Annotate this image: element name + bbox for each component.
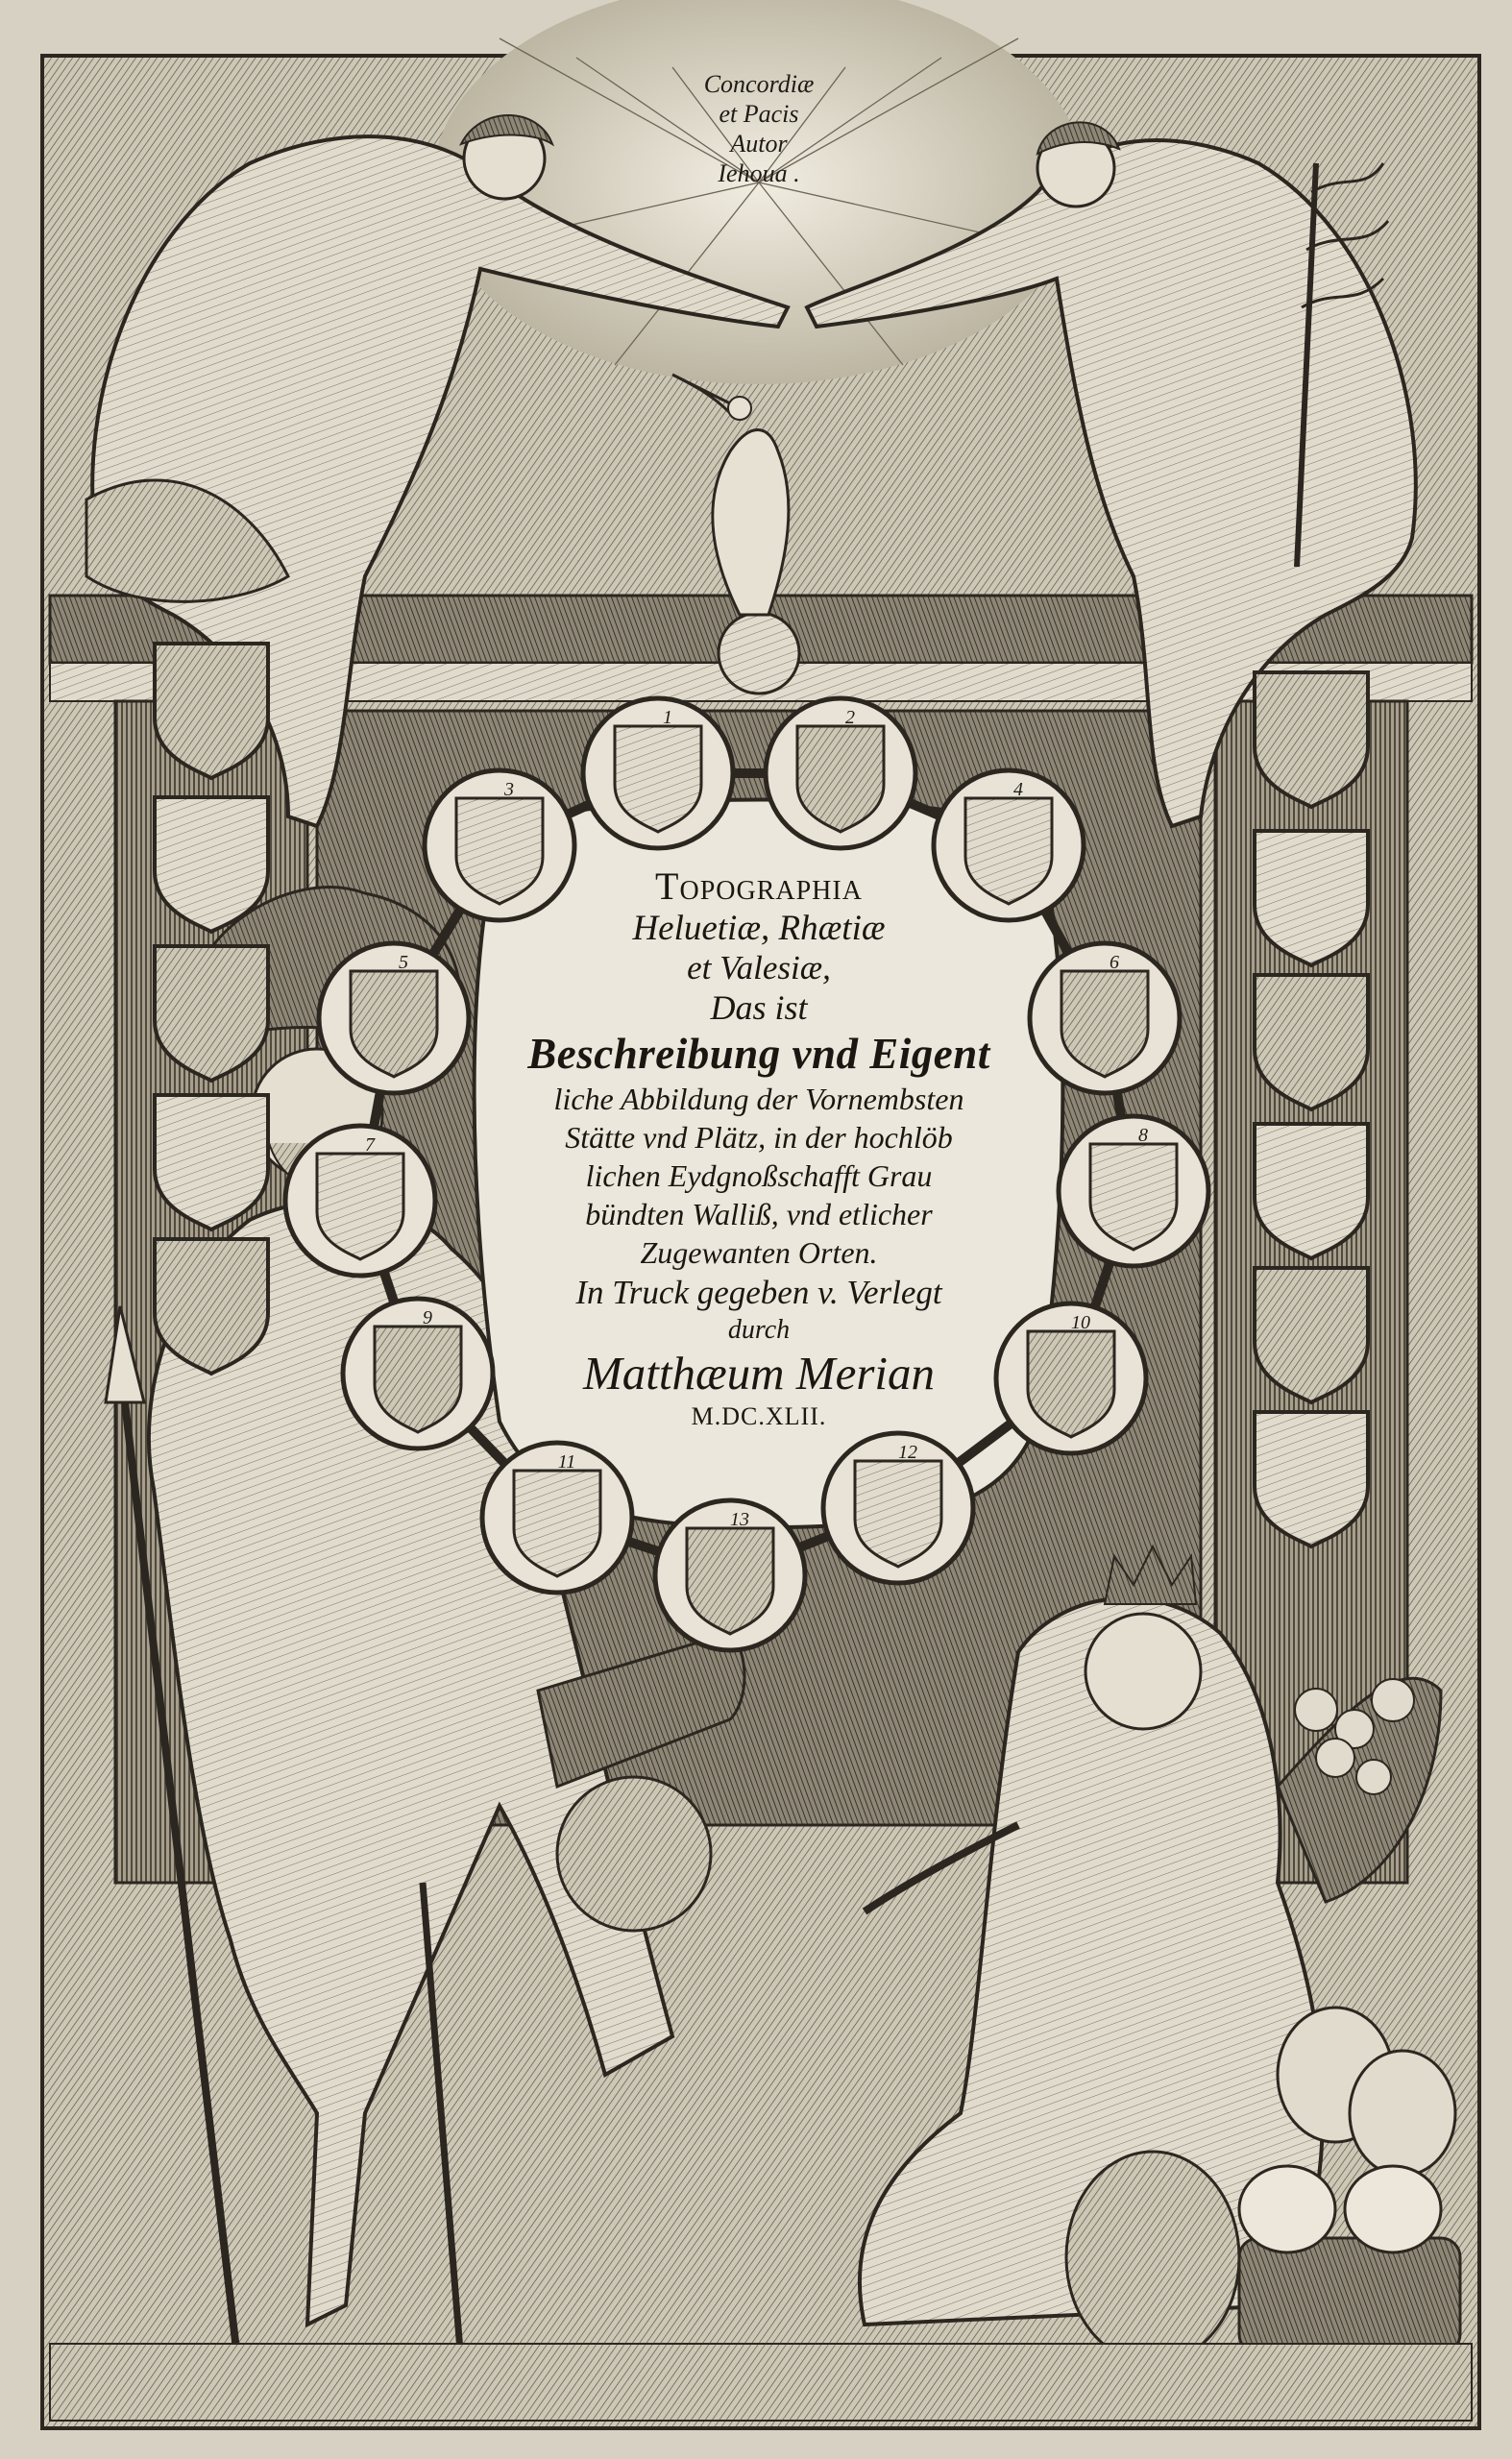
shield-number: 4	[1013, 779, 1023, 800]
title-date: M.DC.XLII.	[691, 1402, 827, 1430]
canton-shield	[285, 1126, 435, 1276]
canton-shield	[823, 1433, 973, 1583]
canton-shield	[1030, 943, 1180, 1093]
title-main: Topographia	[655, 864, 863, 908]
shield-number: 1	[663, 707, 672, 728]
title-body-line: Zugewanten Orten.	[640, 1235, 878, 1270]
title-body-line: lichen Eydgnoßschafft Grau	[585, 1158, 933, 1193]
shield-number: 12	[898, 1442, 917, 1463]
canton-shield	[319, 943, 469, 1093]
shield-number: 8	[1138, 1125, 1148, 1146]
title-body-line: bündten Walliß, vnd etlicher	[585, 1197, 933, 1231]
shield-number: 3	[504, 779, 514, 800]
shield-number: 9	[423, 1307, 432, 1328]
motto-line: Concordiæ	[703, 70, 815, 98]
canton-shield	[482, 1443, 632, 1593]
title-durch: durch	[727, 1315, 791, 1345]
title-block	[490, 864, 1028, 1433]
canton-shield	[1059, 1116, 1208, 1266]
motto-line: Iehoua .	[718, 159, 800, 187]
title-das-ist: Das ist	[710, 988, 808, 1027]
canton-shield	[766, 698, 915, 848]
canton-shield	[583, 698, 733, 848]
shield-number: 2	[845, 707, 855, 728]
title-body-line: liche Abbildung der Vornembsten	[553, 1082, 964, 1116]
shield-number: 11	[557, 1451, 576, 1473]
motto-line: et Pacis	[719, 100, 799, 128]
shield-number: 7	[365, 1134, 375, 1156]
title-author: Matthæum Merian	[582, 1347, 936, 1400]
shield-number: 13	[730, 1509, 749, 1530]
canton-shield	[655, 1500, 805, 1650]
title-beschreibung: Beschreibung vnd Eigent	[527, 1030, 990, 1078]
motto-line: Autor	[730, 130, 788, 158]
shield-number: 10	[1071, 1312, 1090, 1333]
title-imprint: In Truck gegeben v. Verlegt	[575, 1274, 942, 1311]
left-coat-of-arms-column	[155, 644, 268, 1374]
canton-shield	[343, 1299, 493, 1449]
title-regions: Heluetiæ, Rhætiæ	[632, 909, 886, 948]
title-regions-2: et Valesiæ,	[687, 949, 831, 986]
title-body-line: Stätte vnd Plätz, in der hochlöb	[565, 1120, 953, 1155]
shield-number: 5	[399, 952, 408, 973]
shield-number: 6	[1110, 952, 1119, 973]
motto-cartouche	[672, 69, 845, 188]
